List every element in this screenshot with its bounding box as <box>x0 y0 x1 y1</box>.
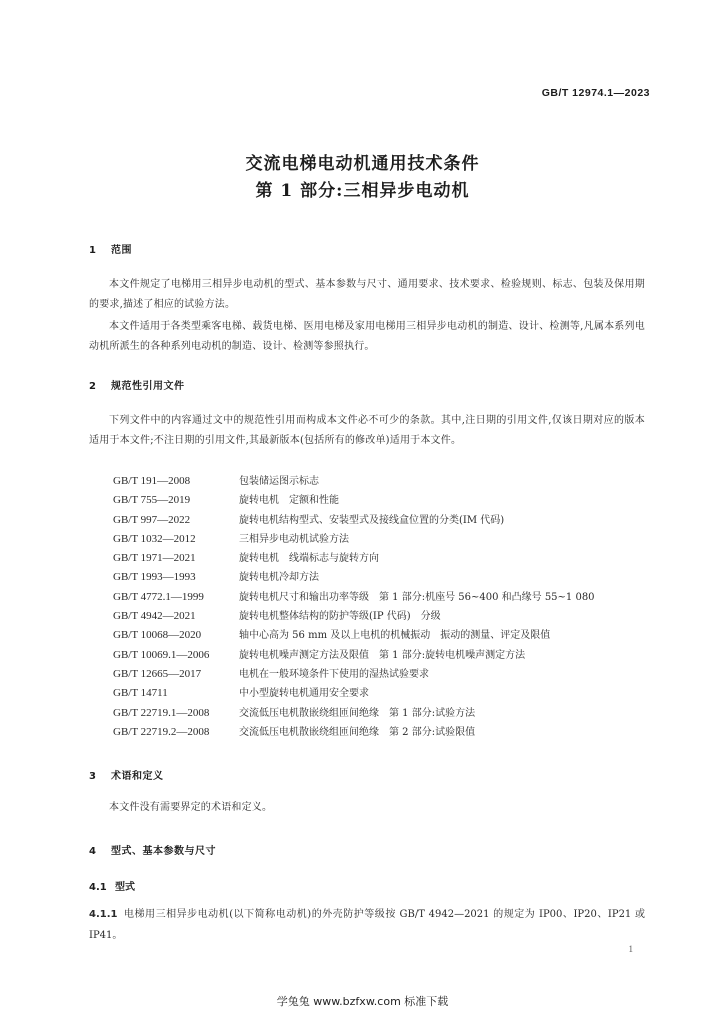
reference-title: 旋转电机冷却方法 <box>239 572 319 584</box>
subsection-number: 4.1 <box>89 882 107 893</box>
section-2-heading <box>89 377 185 392</box>
section-title: 范围 <box>111 245 132 256</box>
reference-title: 中小型旋转电机通用安全要求 <box>239 688 369 700</box>
reference-title: 旋转电机 定额和性能 <box>239 495 339 507</box>
reference-item <box>113 568 653 587</box>
reference-title: 交流低压电机散嵌绕组匝间绝缘 第 2 部分:试验限值 <box>239 726 476 738</box>
subsection-title: 型式 <box>115 882 135 893</box>
section-number: 3 <box>89 771 97 782</box>
section-1-heading <box>89 241 132 256</box>
reference-item <box>113 549 653 568</box>
reference-item <box>113 723 653 742</box>
reference-item <box>113 511 653 530</box>
clause-text: 电梯用三相异步电动机(以下简称电动机)的外壳防护等级按 GB/T 4942—2021 的规定为 IP00、IP20、IP21 或 IP41。 <box>89 909 645 941</box>
reference-code: GB/T 4942—2021 <box>113 610 196 623</box>
section-3-heading <box>89 767 164 782</box>
reference-code: GB/T 191—2008 <box>113 475 191 487</box>
section-1-paragraph-2: 本文件适用于各类型乘客电梯、载货电梯、医用电梯及家用电梯用三相异步电动机的制造、设计、检测等,凡属本系列电动机所派生的各种系列电动机的制造、设计、检测等参照执行。 <box>89 321 645 352</box>
reference-title: 交流低压电机散嵌绕组匝间绝缘 第 1 部分:试验方法 <box>239 707 476 719</box>
reference-code: GB/T 1993—1993 <box>113 571 196 584</box>
document-title-line1: 交流电梯电动机通用技术条件 <box>245 154 480 174</box>
reference-item <box>113 626 653 645</box>
section-title: 型式、基本参数与尺寸 <box>111 846 216 857</box>
section-number: 1 <box>89 245 97 256</box>
section-4-heading <box>89 842 216 857</box>
section-number: 2 <box>89 381 97 392</box>
reference-item <box>113 530 653 549</box>
site-watermark: 学兔兔 www.bzfxw.com 标准下载 <box>276 995 449 1008</box>
reference-item <box>113 684 653 703</box>
reference-code: GB/T 10068—2020 <box>113 629 202 642</box>
reference-title: 旋转电机整体结构的防护等级(IP 代码) 分级 <box>239 611 441 623</box>
reference-code: GB/T 755—2019 <box>113 494 191 507</box>
normative-references-list <box>113 472 653 742</box>
reference-title: 旋转电机结构型式、安装型式及接线盒位置的分类(IM 代码) <box>239 514 505 526</box>
section-3-paragraph: 本文件没有需要界定的术语和定义。 <box>109 802 273 813</box>
section-1-paragraph-1: 本文件规定了电梯用三相异步电动机的型式、基本参数与尺寸、通用要求、技术要求、检验规则、标志、包装及保用期的要求,描述了相应的试验方法。 <box>89 279 645 310</box>
reference-title: 电机在一般环境条件下使用的湿热试验要求 <box>239 668 429 680</box>
section-2-intro: 下列文件中的内容通过文中的规范性引用而构成本文件必不可少的条款。其中,注日期的引用文件,仅该日期对应的版本适用于本文件;不注日期的引用文件,其最新版本(包括所有的修改单)适用于本文件。 <box>89 415 645 446</box>
reference-title: 旋转电机尺寸和输出功率等级 第 1 部分:机座号 56~400 和凸缘号 55~1 080 <box>239 591 595 603</box>
reference-title: 轴中心高为 56 mm 及以上电机的机械振动 振动的测量、评定及限值 <box>239 630 551 642</box>
reference-title: 包装储运图示标志 <box>239 476 319 487</box>
reference-title: 旋转电机噪声测定方法及限值 第 1 部分:旋转电机噪声测定方法 <box>239 649 526 661</box>
reference-item <box>113 665 653 684</box>
reference-item <box>113 588 653 607</box>
reference-code: GB/T 4772.1—1999 <box>113 590 204 603</box>
reference-item <box>113 472 653 491</box>
reference-code: GB/T 14711 <box>113 687 168 700</box>
reference-code: GB/T 22719.2—2008 <box>113 725 210 738</box>
reference-title: 旋转电机 线端标志与旋转方向 <box>239 553 379 565</box>
page-number: 1 <box>628 944 633 954</box>
reference-code: GB/T 1032—2012 <box>113 532 196 545</box>
clause-4-1-1 <box>89 904 645 946</box>
reference-item <box>113 704 653 723</box>
document-title-line2: 第 1 部分:三相异步电动机 <box>255 181 470 201</box>
reference-code: GB/T 10069.1—2006 <box>113 648 210 661</box>
section-title: 规范性引用文件 <box>111 381 185 392</box>
reference-item <box>113 491 653 510</box>
clause-number: 4.1.1 <box>89 909 118 920</box>
section-number: 4 <box>89 846 97 857</box>
reference-title: 三相异步电动机试验方法 <box>239 533 349 545</box>
reference-code: GB/T 1971—2021 <box>113 552 196 565</box>
reference-code: GB/T 22719.1—2008 <box>113 706 210 719</box>
reference-item <box>113 607 653 626</box>
standard-number: GB/T 12974.1—2023 <box>541 87 650 99</box>
section-title: 术语和定义 <box>111 771 164 782</box>
reference-item <box>113 646 653 665</box>
reference-code: GB/T 997—2022 <box>113 513 191 526</box>
subsection-4-1-heading <box>89 878 135 893</box>
reference-code: GB/T 12665—2017 <box>113 667 202 680</box>
